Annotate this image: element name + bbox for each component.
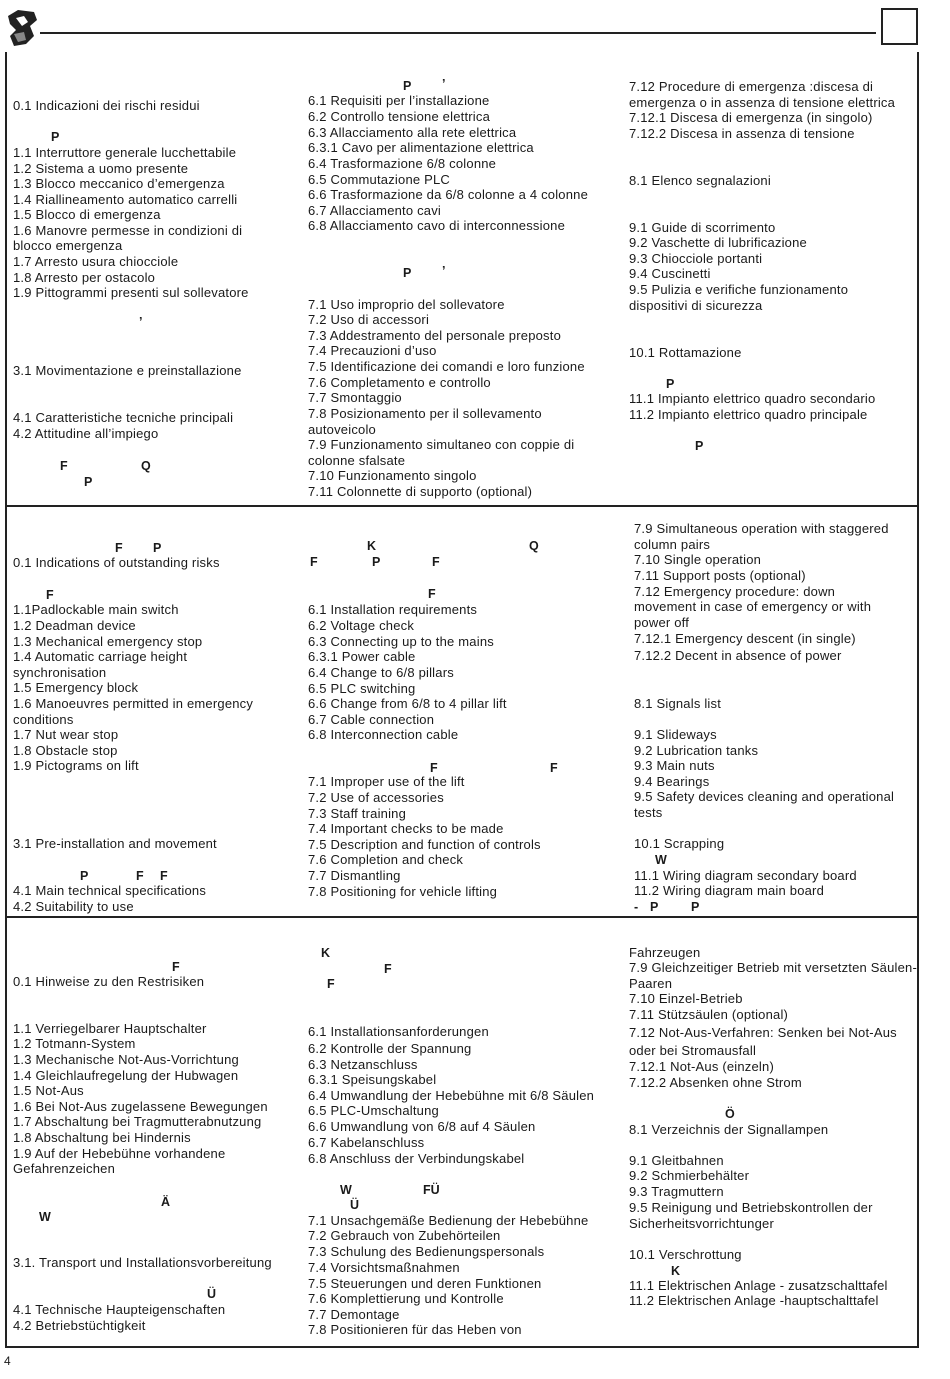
heading-letter: P bbox=[403, 266, 412, 280]
heading-letter: F bbox=[160, 869, 168, 883]
toc-entry: Paaren bbox=[629, 976, 673, 991]
toc-entry: oder bei Stromausfall bbox=[629, 1043, 757, 1058]
toc-entry: 1.1Padlockable main switch bbox=[13, 602, 179, 617]
toc-entry: 6.1 Requisiti per l’installazione bbox=[308, 93, 490, 108]
heading-letter: F bbox=[46, 588, 54, 602]
toc-entry: 6.1 Installationsanforderungen bbox=[308, 1024, 489, 1039]
toc-entry: 11.1 Wiring diagram secondary board bbox=[634, 868, 857, 883]
toc-entry: 6.4 Trasformazione 6/8 colonne bbox=[308, 156, 497, 171]
heading-letter: W bbox=[340, 1183, 352, 1197]
toc-entry: 9.5 Reinigung und Betriebskontrollen der bbox=[629, 1200, 873, 1215]
heading-letter: Ü bbox=[350, 1198, 360, 1212]
section-divider-1 bbox=[5, 505, 919, 507]
toc-entry: 3.1. Transport und Installationsvorbereitung bbox=[13, 1255, 272, 1270]
toc-entry: 1.9 Auf der Hebebühne vorhandene bbox=[13, 1146, 226, 1161]
heading-letter: F bbox=[430, 761, 438, 775]
toc-entry: 4.2 Attitudine all’impiego bbox=[13, 426, 159, 441]
toc-entry: 1.1 Interruttore generale lucchettabile bbox=[13, 145, 237, 160]
heading-letter: F bbox=[60, 459, 68, 473]
heading-letter: ’ bbox=[442, 264, 446, 278]
toc-entry: autoveicolo bbox=[308, 422, 376, 437]
toc-entry: 1.1 Verriegelbarer Hauptschalter bbox=[13, 1021, 207, 1036]
toc-entry: 7.9 Gleichzeitiger Betrieb mit versetzten Säulen- bbox=[629, 960, 917, 975]
toc-entry: 7.11 Support posts (optional) bbox=[634, 568, 806, 583]
toc-entry: 9.3 Chiocciole portanti bbox=[629, 251, 763, 266]
toc-entry: 9.2 Vaschette di lubrificazione bbox=[629, 235, 807, 250]
page-number: 4 bbox=[4, 1354, 11, 1368]
toc-entry: 7.12 Procedure di emergenza :discesa di bbox=[629, 79, 874, 94]
toc-entry: 4.2 Betriebstüchtigkeit bbox=[13, 1318, 146, 1333]
toc-entry: 10.1 Verschrottung bbox=[629, 1247, 742, 1262]
heading-letter: F bbox=[384, 962, 392, 976]
heading-letter: Ä bbox=[161, 1195, 171, 1209]
heading-letter: P bbox=[666, 377, 675, 391]
toc-entry: 7.5 Steuerungen und deren Funktionen bbox=[308, 1276, 542, 1291]
toc-entry: 7.11 Stützsäulen (optional) bbox=[629, 1007, 789, 1022]
heading-letter: F bbox=[428, 587, 436, 601]
toc-entry: 7.10 Einzel-Betrieb bbox=[629, 991, 743, 1006]
heading-letter: F bbox=[172, 960, 180, 974]
toc-entry: 6.6 Trasformazione da 6/8 colonne a 4 colonne bbox=[308, 187, 589, 202]
toc-entry: 7.9 Simultaneous operation with staggered bbox=[634, 521, 889, 536]
toc-entry: 1.7 Abschaltung bei Tragmutterabnutzung bbox=[13, 1114, 262, 1129]
heading-letter: Q bbox=[529, 539, 539, 553]
heading-letter: - bbox=[634, 900, 639, 914]
toc-entry: 6.6 Umwandlung von 6/8 auf 4 Säulen bbox=[308, 1119, 536, 1134]
heading-letter: F bbox=[136, 869, 144, 883]
toc-entry: 1.9 Pictograms on lift bbox=[13, 758, 139, 773]
toc-entry: synchronisation bbox=[13, 665, 107, 680]
toc-entry: 8.1 Signals list bbox=[634, 696, 722, 711]
toc-entry: 9.4 Bearings bbox=[634, 774, 710, 789]
toc-entry: 0.1 Hinweise zu den Restrisiken bbox=[13, 974, 205, 989]
heading-letter: P bbox=[695, 439, 704, 453]
toc-entry: 9.5 Pulizia e verifiche funzionamento bbox=[629, 282, 849, 297]
toc-entry: 6.8 Allacciamento cavo di interconnessione bbox=[308, 218, 565, 233]
toc-entry: 7.12.2 Decent in absence of power bbox=[634, 648, 842, 663]
toc-entry: 7.11 Colonnette di supporto (optional) bbox=[308, 484, 533, 499]
toc-entry: 7.5 Description and function of controls bbox=[308, 837, 541, 852]
toc-entry: 11.2 Wiring diagram main board bbox=[634, 883, 825, 898]
toc-entry: 1.5 Not-Aus bbox=[13, 1083, 84, 1098]
toc-entry: 7.7 Dismantling bbox=[308, 868, 401, 883]
toc-entry: 9.5 Safety devices cleaning and operational bbox=[634, 789, 895, 804]
toc-entry: 6.3 Connecting up to the mains bbox=[308, 634, 494, 649]
toc-entry: 6.7 Allacciamento cavi bbox=[308, 203, 442, 218]
heading-letter: P bbox=[84, 475, 93, 489]
toc-entry: 8.1 Elenco segnalazioni bbox=[629, 173, 771, 188]
toc-entry: 6.2 Kontrolle der Spannung bbox=[308, 1041, 472, 1056]
toc-entry: 7.9 Funzionamento simultaneo con coppie di bbox=[308, 437, 575, 452]
heading-letter: F bbox=[115, 541, 123, 555]
toc-entry: 6.3.1 Power cable bbox=[308, 649, 416, 664]
toc-entry: 6.2 Controllo tensione elettrica bbox=[308, 109, 491, 124]
toc-entry: 9.2 Schmierbehälter bbox=[629, 1168, 750, 1183]
toc-entry: 1.2 Sistema a uomo presente bbox=[13, 161, 189, 176]
toc-entry: 6.5 Commutazione PLC bbox=[308, 172, 451, 187]
toc-entry: 1.4 Riallineamento automatico carrelli bbox=[13, 192, 238, 207]
section-divider-2 bbox=[5, 916, 919, 918]
toc-entry: 7.2 Gebrauch von Zubehörteilen bbox=[308, 1228, 501, 1243]
toc-entry: 4.2 Suitability to use bbox=[13, 899, 134, 914]
toc-entry: 7.5 Identificazione dei comandi e loro funzione bbox=[308, 359, 585, 374]
toc-entry: 11.2 Elektrischen Anlage -hauptschalttafel bbox=[629, 1293, 879, 1308]
toc-entry: 4.1 Main technical specifications bbox=[13, 883, 207, 898]
header-rule bbox=[40, 32, 876, 34]
toc-entry: 7.12 Not-Aus-Verfahren: Senken bei Not-Aus bbox=[629, 1025, 897, 1040]
toc-entry: 1.4 Gleichlaufregelung der Hubwagen bbox=[13, 1068, 239, 1083]
toc-entry: 6.3.1 Cavo per alimentazione elettrica bbox=[308, 140, 534, 155]
toc-entry: 1.7 Arresto usura chiocciole bbox=[13, 254, 179, 269]
toc-entry: 7.2 Uso di accessori bbox=[308, 312, 430, 327]
toc-entry: column pairs bbox=[634, 537, 711, 552]
toc-entry: dispositivi di sicurezza bbox=[629, 298, 763, 313]
heading-letter: P bbox=[80, 869, 89, 883]
toc-entry: 9.2 Lubrication tanks bbox=[634, 743, 759, 758]
toc-entry: 7.3 Addestramento del personale preposto bbox=[308, 328, 562, 343]
toc-entry: 9.4 Cuscinetti bbox=[629, 266, 711, 281]
heading-letter: F bbox=[310, 555, 318, 569]
toc-entry: 6.1 Installation requirements bbox=[308, 602, 478, 617]
toc-entry: 7.8 Positionieren für das Heben von bbox=[308, 1322, 522, 1337]
toc-entry: 9.3 Main nuts bbox=[634, 758, 715, 773]
toc-entry: 1.4 Automatic carriage height bbox=[13, 649, 188, 664]
toc-entry: 7.6 Completamento e controllo bbox=[308, 375, 491, 390]
toc-entry: 7.6 Completion and check bbox=[308, 852, 464, 867]
heading-letter: P bbox=[51, 130, 60, 144]
toc-entry: conditions bbox=[13, 712, 74, 727]
heading-letter: W bbox=[39, 1210, 51, 1224]
toc-entry: movement in case of emergency or with bbox=[634, 599, 872, 614]
heading-letter: K bbox=[367, 539, 377, 553]
toc-entry: 3.1 Pre-installation and movement bbox=[13, 836, 217, 851]
heading-letter: ’ bbox=[139, 315, 143, 329]
heading-letter: W bbox=[655, 853, 667, 867]
heading-letter: Q bbox=[141, 459, 151, 473]
header-box bbox=[881, 8, 918, 45]
toc-entry: 11.1 Impianto elettrico quadro secondario bbox=[629, 391, 876, 406]
toc-entry: power off bbox=[634, 615, 690, 630]
toc-entry: 6.8 Interconnection cable bbox=[308, 727, 459, 742]
toc-entry: 1.2 Deadman device bbox=[13, 618, 136, 633]
toc-entry: 7.7 Smontaggio bbox=[308, 390, 402, 405]
toc-entry: 0.1 Indicazioni dei rischi residui bbox=[13, 98, 200, 113]
heading-letter: Ü bbox=[207, 1287, 217, 1301]
toc-entry: 7.12.1 Not-Aus (einzeln) bbox=[629, 1059, 774, 1074]
brand-logo-icon bbox=[4, 6, 40, 48]
toc-entry: 6.6 Change from 6/8 to 4 pillar lift bbox=[308, 696, 507, 711]
toc-entry: 9.1 Slideways bbox=[634, 727, 717, 742]
toc-entry: 7.12 Emergency procedure: down bbox=[634, 584, 836, 599]
toc-entry: 9.1 Guide di scorrimento bbox=[629, 220, 776, 235]
toc-entry: 11.2 Impianto elettrico quadro principale bbox=[629, 407, 868, 422]
toc-entry: 6.7 Cable connection bbox=[308, 712, 435, 727]
toc-entry: 7.8 Posizionamento per il sollevamento bbox=[308, 406, 542, 421]
heading-letter: K bbox=[321, 946, 331, 960]
toc-entry: 6.7 Kabelanschluss bbox=[308, 1135, 425, 1150]
toc-entry: 9.3 Tragmuttern bbox=[629, 1184, 724, 1199]
toc-entry: 1.3 Mechanical emergency stop bbox=[13, 634, 203, 649]
toc-entry: 8.1 Verzeichnis der Signallampen bbox=[629, 1122, 829, 1137]
toc-entry: 6.2 Voltage check bbox=[308, 618, 415, 633]
toc-entry: 3.1 Movimentazione e preinstallazione bbox=[13, 363, 242, 378]
toc-entry: 1.8 Arresto per ostacolo bbox=[13, 270, 156, 285]
toc-entry: 6.8 Anschluss der Verbindungskabel bbox=[308, 1151, 525, 1166]
toc-entry: 7.12.1 Emergency descent (in single) bbox=[634, 631, 856, 646]
heading-letter: P bbox=[153, 541, 162, 555]
toc-entry: 7.4 Important checks to be made bbox=[308, 821, 504, 836]
heading-letter: K bbox=[671, 1264, 681, 1278]
heading-letter: P bbox=[691, 900, 700, 914]
toc-entry: 1.8 Obstacle stop bbox=[13, 743, 118, 758]
toc-entry: 7.8 Positioning for vehicle lifting bbox=[308, 884, 498, 899]
toc-entry: Gefahrenzeichen bbox=[13, 1161, 116, 1176]
heading-letter: Ö bbox=[725, 1107, 735, 1121]
toc-entry: 4.1 Caratteristiche tecniche principali bbox=[13, 410, 234, 425]
toc-entry: 7.10 Single operation bbox=[634, 552, 762, 567]
toc-entry: 4.1 Technische Haupteigenschaften bbox=[13, 1302, 226, 1317]
toc-entry: 7.10 Funzionamento singolo bbox=[308, 468, 477, 483]
toc-entry: blocco emergenza bbox=[13, 238, 123, 253]
toc-entry: 1.5 Emergency block bbox=[13, 680, 139, 695]
toc-entry: 7.4 Precauzioni d’uso bbox=[308, 343, 437, 358]
toc-entry: 6.3 Allacciamento alla rete elettrica bbox=[308, 125, 517, 140]
toc-entry: 7.2 Use of accessories bbox=[308, 790, 444, 805]
toc-entry: 7.1 Unsachgemäße Bedienung der Hebebühne bbox=[308, 1213, 589, 1228]
heading-letter: F bbox=[550, 761, 558, 775]
toc-entry: 1.6 Manoeuvres permitted in emergency bbox=[13, 696, 254, 711]
toc-entry: 1.3 Blocco meccanico d’emergenza bbox=[13, 176, 225, 191]
toc-entry: 7.7 Demontage bbox=[308, 1307, 400, 1322]
toc-entry: 1.6 Bei Not-Aus zugelassene Bewegungen bbox=[13, 1099, 268, 1114]
heading-letter: FÜ bbox=[423, 1183, 440, 1197]
toc-entry: 1.2 Totmann-System bbox=[13, 1036, 136, 1051]
toc-entry: 1.7 Nut wear stop bbox=[13, 727, 119, 742]
toc-entry: Sicherheitsvorrichtunger bbox=[629, 1216, 774, 1231]
toc-entry: 1.3 Mechanische Not-Aus-Vorrichtung bbox=[13, 1052, 239, 1067]
toc-entry: 0.1 Indications of outstanding risks bbox=[13, 555, 220, 570]
toc-entry: 7.3 Schulung des Bedienungspersonals bbox=[308, 1244, 545, 1259]
toc-entry: 10.1 Scrapping bbox=[634, 836, 725, 851]
toc-entry: 10.1 Rottamazione bbox=[629, 345, 742, 360]
toc-entry: 11.1 Elektrischen Anlage - zusatzschalttafel bbox=[629, 1278, 888, 1293]
toc-entry: 6.3.1 Speisungskabel bbox=[308, 1072, 437, 1087]
toc-entry: 1.5 Blocco di emergenza bbox=[13, 207, 161, 222]
toc-entry: 7.12.1 Discesa di emergenza (in singolo) bbox=[629, 110, 873, 125]
toc-entry: 6.4 Change to 6/8 pillars bbox=[308, 665, 454, 680]
toc-entry: 7.12.2 Discesa in assenza di tensione bbox=[629, 126, 855, 141]
toc-entry: 1.8 Abschaltung bei Hindernis bbox=[13, 1130, 191, 1145]
toc-entry: 6.3 Netzanschluss bbox=[308, 1057, 418, 1072]
toc-entry: 7.6 Komplettierung und Kontrolle bbox=[308, 1291, 504, 1306]
toc-entry: 7.3 Staff training bbox=[308, 806, 407, 821]
toc-entry: 1.9 Pittogrammi presenti sul sollevatore bbox=[13, 285, 249, 300]
toc-entry: emergenza o in assenza di tensione elettrica bbox=[629, 95, 896, 110]
toc-entry: 7.1 Improper use of the lift bbox=[308, 774, 465, 789]
heading-letter: F bbox=[327, 977, 335, 991]
toc-entry: 9.1 Gleitbahnen bbox=[629, 1153, 724, 1168]
toc-entry: 6.5 PLC-Umschaltung bbox=[308, 1103, 439, 1118]
toc-entry: colonne sfalsate bbox=[308, 453, 406, 468]
toc-entry: 7.12.2 Absenken ohne Strom bbox=[629, 1075, 802, 1090]
heading-letter: P bbox=[372, 555, 381, 569]
toc-entry: 7.1 Uso improprio del sollevatore bbox=[308, 297, 505, 312]
toc-entry: 1.6 Manovre permesse in condizioni di bbox=[13, 223, 243, 238]
toc-entry: Fahrzeugen bbox=[629, 945, 701, 960]
toc-entry: 6.4 Umwandlung der Hebebühne mit 6/8 Säulen bbox=[308, 1088, 595, 1103]
toc-entry: 6.5 PLC switching bbox=[308, 681, 416, 696]
toc-entry: tests bbox=[634, 805, 663, 820]
toc-entry: 7.4 Vorsichtsmaßnahmen bbox=[308, 1260, 460, 1275]
heading-letter: ’ bbox=[442, 77, 446, 91]
heading-letter: P bbox=[403, 79, 412, 93]
heading-letter: P bbox=[650, 900, 659, 914]
heading-letter: F bbox=[432, 555, 440, 569]
